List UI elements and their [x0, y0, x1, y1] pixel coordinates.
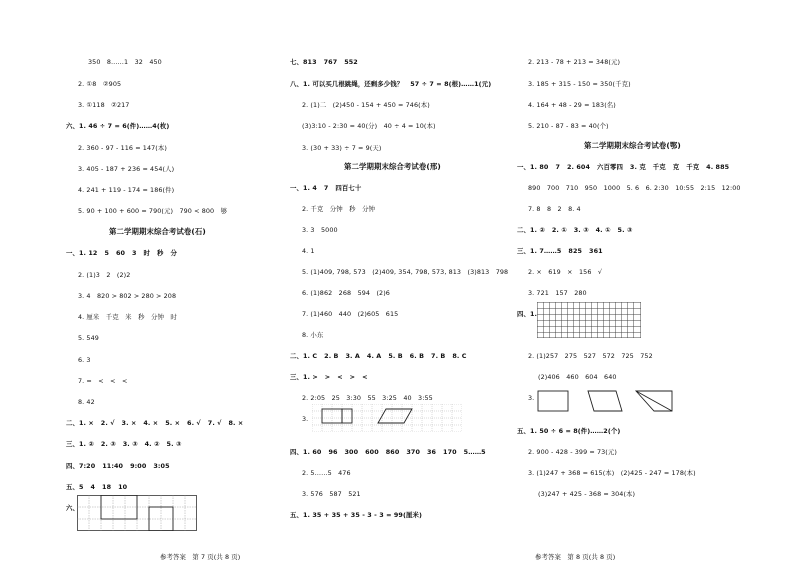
text-line: 五、1. 35 + 35 + 35 - 3 - 3 = 99(厘米) [290, 511, 422, 519]
grid-figure-1 [77, 495, 197, 531]
text-line: 八、1. 可以买几根跳绳，还剩多少钱？ 57 ÷ 7 = 8(根)……1(元) [290, 80, 492, 88]
text-line: 四、1. 60 96 300 600 860 370 36 170 5……5 [290, 448, 486, 456]
page-footer: 参考答案 第 8 页(共 8 页) [535, 553, 616, 561]
text-line: 3. (1)247 + 368 = 615(本) (2)425 - 247 = 178(本) [528, 469, 696, 477]
text-line: 3. (30 + 33) ÷ 7 = 9(天) [302, 144, 382, 152]
text-line: 6. 3 [78, 356, 91, 364]
text-line: 3. [302, 415, 309, 423]
text-line: (2)406 460 604 640 [538, 373, 617, 381]
text-line: 3. 405 - 187 + 236 = 454(人) [78, 165, 175, 173]
text-line: 3. ①118 ②217 [78, 101, 130, 109]
text-line: 四、7:20 11:40 9:00 3:05 [66, 462, 170, 470]
text-line: 4. 厘米 千克 米 秒 分钟 时 [78, 313, 177, 321]
text-line: 4. 164 + 48 - 29 = 183(名) [528, 101, 616, 109]
page-footer: 参考答案 第 7 页(共 8 页) [160, 553, 241, 561]
text-line: 三、1. 7……5 825 361 [517, 247, 603, 255]
text-line: 三、1. > > < > < [290, 373, 368, 381]
text-line: 一、1. 80 7 2. 604 六百零四 3. 克 千克 克 千克 4. 885 [517, 163, 730, 171]
text-line: 3. 576 587 521 [302, 490, 361, 498]
text-line: 2. (1)3 2 (2)2 [78, 271, 131, 279]
grid-figure-2 [312, 404, 462, 432]
text-line: 2. 213 - 78 + 213 = 348(元) [528, 58, 621, 66]
text-line: 3. 3 5000 [302, 226, 338, 234]
text-line: 一、1. 4 7 四百七十 [290, 184, 362, 192]
text-line: 7. (1)460 440 (2)605 615 [302, 310, 399, 318]
text-line: 8. 小东 [302, 331, 324, 339]
text-line: 2. 千克 分钟 秒 分钟 [302, 205, 376, 213]
text-line: 3. 721 157 280 [528, 289, 587, 297]
text-line: 二、1. × 2. √ 3. × 4. × 5. × 6. √ 7. √ 8. × [66, 419, 244, 427]
text-line: 5. (1)409, 798, 573 (2)409, 354, 798, 573, 813 (3)813 798 [302, 268, 509, 276]
text-line: 350 8……1 32 450 [88, 58, 162, 66]
text-line: 五、5 4 18 10 [66, 483, 128, 491]
text-line: 3. [528, 394, 535, 402]
text-line: 六、 [66, 504, 79, 512]
text-line: 五、1. 50 ÷ 6 = 8(件)……2(个) [517, 427, 621, 435]
text-line: 890 700 710 950 1000 5. 6 6. 2:30 10:55 2:15 12:00 [528, 184, 741, 192]
text-line: 一、1. 12 5 60 3 时 秒 分 [66, 249, 177, 257]
text-line: (3)247 + 425 - 368 = 304(本) [538, 490, 636, 498]
text-line: 2. 360 - 97 - 116 = 147(本) [78, 144, 167, 152]
shapes-figure [536, 388, 676, 414]
text-line: 8. 42 [78, 398, 95, 406]
text-line: 七、813 767 552 [290, 58, 358, 66]
text-line: 2. 2:05 25 3:30 55 3:25 40 3:55 [302, 394, 433, 402]
text-line: 2. 900 - 428 - 399 = 73(元) [528, 448, 617, 456]
text-line: 5. 549 [78, 334, 99, 342]
text-line: 二、1. ② 2. ① 3. ③ 4. ① 5. ③ [517, 226, 633, 234]
text-line: 6. (1)862 268 594 (2)6 [302, 289, 390, 297]
grid-figure-3 [537, 302, 641, 338]
text-line: 3. 185 + 315 - 150 = 350(千克) [528, 80, 631, 88]
text-line: 5. 90 + 100 + 600 = 790(元) 790 < 800 够 [78, 207, 228, 215]
section-title: 第二学期期末综合考试卷(邢) [344, 162, 441, 171]
text-line: 2. ①8 ②905 [78, 80, 122, 88]
text-line: 2. 5……5 476 [302, 469, 351, 477]
text-line: 三、1. ② 2. ③ 3. ③ 4. ② 5. ③ [66, 440, 182, 448]
text-line: 4. 241 + 119 - 174 = 186(件) [78, 186, 175, 194]
text-line: 3. 4 820 > 802 > 280 > 208 [78, 292, 177, 300]
text-line: (3)3:10 - 2:30 = 40(分) 40 ÷ 4 = 10(本) [302, 122, 436, 130]
text-line: 2. (1)257 275 527 572 725 752 [528, 352, 653, 360]
text-line: 2. × 619 × 156 √ [528, 268, 603, 276]
section-title: 第二学期期末综合考试卷(鄂) [584, 141, 681, 150]
text-line: 二、1. C 2. B 3. A 4. A 5. B 6. B 7. B 8. C [290, 352, 467, 360]
text-line: 4. 1 [302, 247, 315, 255]
section-title: 第二学期期末综合考试卷(石) [109, 227, 206, 236]
text-line: 六、1. 46 ÷ 7 = 6(件)……4(枚) [66, 122, 170, 130]
text-line: 四、1. [517, 310, 538, 318]
text-line: 7. 8 8 2 8. 4 [528, 205, 581, 213]
text-line: 5. 210 - 87 - 83 = 40(个) [528, 122, 609, 130]
text-line: 2. (1)二 (2)450 - 154 + 450 = 746(本) [302, 101, 430, 109]
text-line: 7. = < < < [78, 377, 128, 385]
